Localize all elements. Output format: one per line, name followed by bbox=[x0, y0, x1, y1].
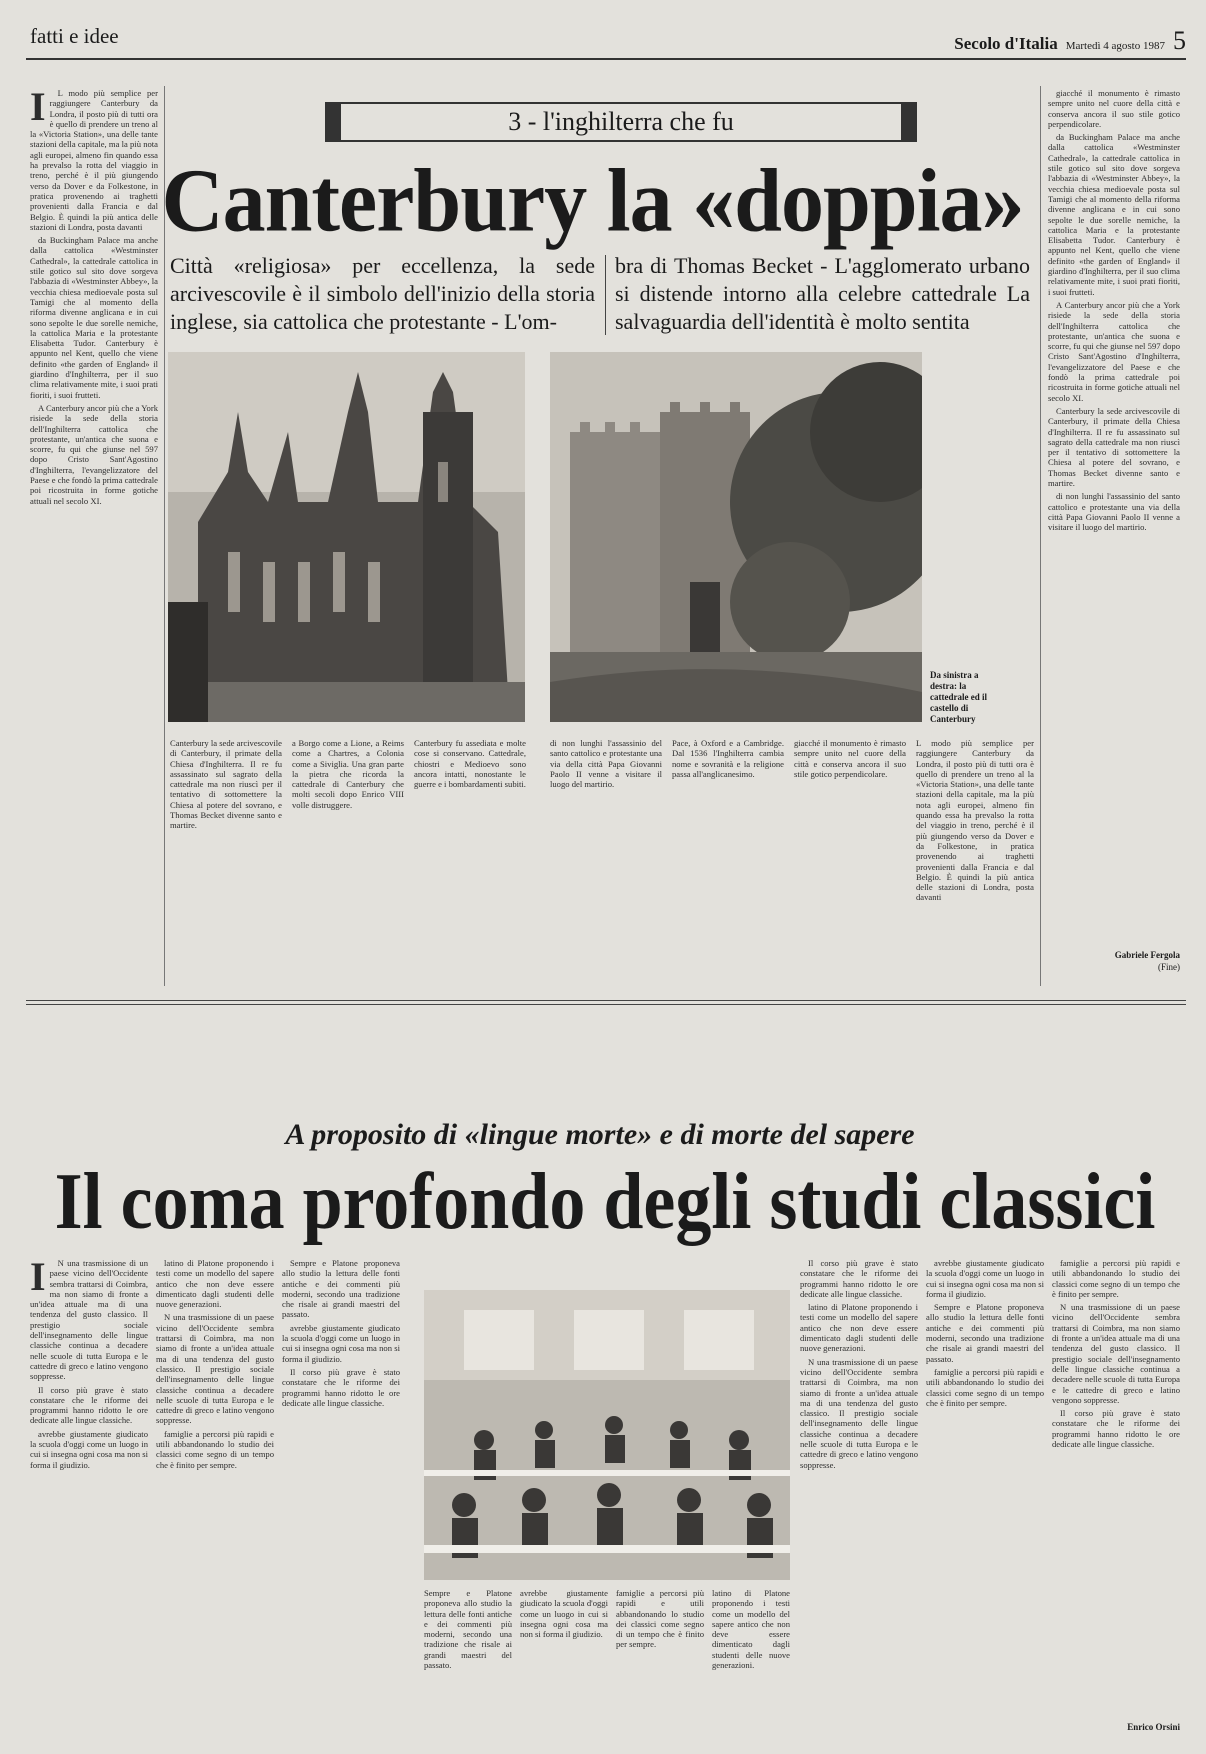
article1-byline-note: (Fine) bbox=[1158, 962, 1180, 972]
article1-byline: Gabriele Fergola bbox=[1114, 950, 1180, 960]
article2-paragraph: Il corso più grave è stato constatare che le riforme dei programmi hanno ridotto le ore dedicate alle lingue classiche. bbox=[30, 1384, 148, 1426]
classroom-photo bbox=[424, 1290, 790, 1580]
article2-byline: Enrico Orsini bbox=[1127, 1722, 1180, 1732]
article2-paragraph: N una trasmissione di un paese vicino dell'Occidente sembra trattarsi di Coimbra, ma non siamo di fronte a un'idea attuale ma di una tendenza del gusto classico. Il prestigio sociale dell'insegnamento delle lingue classiche continua a decadere nelle scuole di tutta Europa e le cattedre di greco e latino vengono soppresse. bbox=[156, 1312, 274, 1426]
article2-column bbox=[1052, 1258, 1180, 1716]
article1-column: L modo più semplice per raggiungere Canterbury da Londra, il posto più di tutti ora è quello di prendere un treno al la «Victoria Station», una delle tante stazioni della capitale, ma la più nota agli europei, almeno fin quando essa ha prevalso la rotta del viaggio in treno, perché è il più giungendo verso da Dover e da Folkestone, in pratica provenendo ai traghetti provenienti dalla Francia e dal Belgio. È quindi la più antica delle stazioni di Londra, posta davanti bbox=[916, 738, 1034, 903]
article2-column: Sempre e Platone proponeva allo studio la lettura delle fonti antiche e dei commenti più moderni, secondo una tradizione che risale ai grandi maestri del passato. bbox=[424, 1588, 512, 1671]
paper-name: Secolo d'Italia bbox=[954, 34, 1058, 53]
article2-column bbox=[282, 1258, 400, 1728]
article1-column: Pace, à Oxford e a Cambridge. Dal 1536 l'Inghilterra cambia nome e sovranità e la religione passa all'anglicanesimo. bbox=[672, 738, 784, 779]
article1-paragraph: da Buckingham Palace ma anche dalla cattolica «Westminster Cathedral», la cattedrale cattolica in stile gotico sul sito dove sorgeva l'abbazia di «Westminster Abbey», la vecchia chiesa medioevale posta sul Tamigi che al momento della riforma divenne anglicana e in cui sono sepolte le due sorelle nemiche, la cattolica Maria e la protestante Elisabetta Tudor. Canterbury è appunto nel Kent, quello che viene definito «the garden of England» il giardino d'Inghilterra, per il suo clima relativamente mite, i suoi prati fioriti, i suoi frutteti. bbox=[1048, 132, 1180, 297]
photo-caption: Da sinistra a destra: la cattedrale ed il castello di Canterbury bbox=[930, 670, 987, 724]
cathedral-photo bbox=[168, 352, 525, 722]
article1-headline: Canterbury la «doppia» bbox=[161, 149, 1024, 251]
article1-column: giacché il monumento è rimasto sempre unito nel cuore della città e conserva ancora il suo stile gotico perpendicolare. bbox=[794, 738, 906, 779]
dropcap: I bbox=[30, 1258, 46, 1299]
article1-paragraph: di non lunghi l'assassinio del santo cattolico e protestante una via della città Papa Giovanni Paolo II venne a visitare il luogo del martirio. bbox=[1048, 491, 1180, 533]
article2-paragraph: Il corso più grave è stato constatare che le riforme dei programmi hanno ridotto le ore dedicate alle lingue classiche. bbox=[1052, 1408, 1180, 1450]
article2-paragraph: famiglie a percorsi più rapidi e utili abbandonando lo studio dei classici come segno di un tempo che è finito per sempre. bbox=[926, 1366, 1044, 1408]
article-separator bbox=[26, 1000, 1186, 1001]
article2-paragraph: Il corso più grave è stato constatare che le riforme dei programmi hanno ridotto le ore dedicate alle lingue classiche. bbox=[282, 1366, 400, 1408]
article1-column: Canterbury la sede arcivescovile di Canterbury, il primate della Chiesa d'Inghilterra. Il re fu assassinato sul sagrato della cattedrale ma non riuscì per il tentativo di sottomettere la Chiesa al potere del sovrano, e Thomas Becket divenne santo e martire. bbox=[170, 738, 282, 831]
article2-paragraph: avrebbe giustamente giudicato la scuola d'oggi come un luogo in cui si insegna ogni cosa ma non si forma il giudizio. bbox=[282, 1322, 400, 1364]
article2-paragraph: famiglie a percorsi più rapidi e utili abbandonando lo studio dei classici come segno di un tempo che è finito per sempre. bbox=[1052, 1258, 1180, 1299]
article1-deck-right: bra di Thomas Becket - L'agglomerato urbano si distende intorno alla celebre cattedrale La salvaguardia dell'identità è molto sentita bbox=[615, 253, 1030, 334]
issue-date: Martedì 4 agosto 1987 bbox=[1065, 40, 1165, 52]
section-label: fatti e idee bbox=[30, 24, 119, 48]
masthead-rule bbox=[26, 58, 1186, 60]
article2-paragraph: latino di Platone proponendo i testi come un modello del sapere antico che non deve essere dimenticato dagli studenti delle nuove generazioni. bbox=[800, 1302, 918, 1354]
castle-illustration bbox=[550, 352, 922, 722]
article2-paragraph: N una trasmissione di un paese vicino dell'Occidente sembra trattarsi di Coimbra, ma non siamo di fronte a un'idea attuale ma di una tendenza del gusto classico. Il prestigio sociale dell'insegnamento delle lingue classiche continua a decadere nelle scuole di tutta Europa e le cattedre di greco e latino vengono soppresse. bbox=[1052, 1302, 1180, 1405]
article2-column: avrebbe giustamente giudicato la scuola d'oggi come un luogo in cui si insegna ogni cosa ma non si forma il giudizio. bbox=[520, 1588, 608, 1640]
classroom-illustration bbox=[424, 1290, 790, 1580]
article-separator bbox=[26, 1004, 1186, 1005]
article1-paragraph: giacché il monumento è rimasto sempre unito nel cuore della città e conserva ancora il suo stile gotico perpendicolare. bbox=[1048, 88, 1180, 129]
article2-headline: Il coma profondo degli studi classici bbox=[54, 1156, 1156, 1246]
article2-column bbox=[156, 1258, 274, 1728]
article2-paragraph: N una trasmissione di un paese vicino dell'Occidente sembra trattarsi di Coimbra, ma non siamo di fronte a un'idea attuale ma di una tendenza del gusto classico. Il prestigio sociale dell'insegnamento delle lingue classiche continua a decadere nelle scuole di tutta Europa e le cattedre di greco e latino vengono soppresse. bbox=[800, 1356, 918, 1470]
article2-column bbox=[30, 1258, 148, 1728]
article2-paragraph: famiglie a percorsi più rapidi e utili abbandonando lo studio dei classici come segno di un tempo che è finito per sempre. bbox=[156, 1428, 274, 1470]
deck-divider bbox=[605, 255, 606, 335]
article1-paragraph: A Canterbury ancor più che a York risiede la sede della storia dell'Inghilterra cattolica che protestante, un'antica che suona e scorre, fu qui che giunse nel 597 dopo Cristo Sant'Agostino d'Inghilterra, l'evangelizzatore del Paese e che fondò la prima cattedrale poi ricostruita in forme gotiche attuali nel secolo XI. bbox=[1048, 299, 1180, 403]
article1-deck-left: Città «religiosa» per eccellenza, la sede arcivescovile è il simbolo dell'inizio della storia inglese, sia cattolica che protestante - L'om- bbox=[170, 253, 595, 334]
article2-paragraph: Sempre e Platone proponeva allo studio la lettura delle fonti antiche e dei commenti più moderni, secondo una tradizione che risale ai grandi maestri del passato. bbox=[282, 1258, 400, 1320]
masthead-right bbox=[954, 26, 1186, 56]
article2-column: famiglie a percorsi più rapidi e utili abbandonando lo studio dei classici come segno di un tempo che è finito per sempre. bbox=[616, 1588, 704, 1650]
article1-kicker: 3 - l'inghilterra che fu bbox=[325, 102, 917, 142]
cathedral-illustration bbox=[168, 352, 525, 722]
article2-kicker: A proposito di «lingue morte» e di morte del sapere bbox=[285, 1118, 915, 1151]
castle-photo bbox=[550, 352, 922, 722]
dropcap: I bbox=[30, 88, 46, 129]
article2-column bbox=[800, 1258, 918, 1728]
article1-column: Canterbury fu assediata e molte cose si conservano. Cattedrale, chiostri e Medioevo sono ancora intatti, nonostante le guerre e i bombardamenti subiti. bbox=[414, 738, 526, 790]
article2-paragraph: avrebbe giustamente giudicato la scuola d'oggi come un luogo in cui si insegna ogni cosa ma non si forma il giudizio. bbox=[926, 1258, 1044, 1299]
article2-column bbox=[926, 1258, 1044, 1728]
article2-paragraph: Sempre e Platone proponeva allo studio la lettura delle fonti antiche e dei commenti più moderni, secondo una tradizione che risale ai grandi maestri del passato. bbox=[926, 1302, 1044, 1364]
article2-paragraph: avrebbe giustamente giudicato la scuola d'oggi come un luogo in cui si insegna ogni cosa ma non si forma il giudizio. bbox=[30, 1428, 148, 1470]
column-rule bbox=[1040, 86, 1041, 986]
article1-paragraph: L modo più semplice per raggiungere Canterbury da Londra, il posto più di tutti ora è quello di prendere un treno al la «Victoria Station», una delle tante stazioni della capitale, ma la più nota agli europei, almeno fin quando essa ha prevalso la rotta del viaggio in treno, perché è il più giungendo verso da Dover e da Folkestone, in pratica provenendo ai traghetti provenienti dalla Francia e dal Belgio. È quindi la più antica delle stazioni di Londra, posta davanti bbox=[30, 88, 158, 232]
article2-paragraph: N una trasmissione di un paese vicino dell'Occidente sembra trattarsi di Coimbra, ma non siamo di fronte a un'idea attuale ma di una tendenza del gusto classico. Il prestigio sociale dell'insegnamento delle lingue classiche continua a decadere nelle scuole di tutta Europa e le cattedre di greco e latino vengono soppresse. bbox=[30, 1258, 148, 1382]
page-number: 5 bbox=[1173, 26, 1186, 55]
article1-right-column bbox=[1048, 88, 1180, 948]
article1-column: a Borgo come a Lione, a Reims come a Chartres, a Colonia come a Siviglia. Una gran parte la pietra che ricorda la cattedrale di Canterbury che molti secoli dopo Enrico VIII volle distruggere. bbox=[292, 738, 404, 810]
article1-left-column bbox=[30, 88, 158, 986]
article1-paragraph: da Buckingham Palace ma anche dalla cattolica «Westminster Cathedral», la cattedrale cattolica in stile gotico sul sito dove sorgeva l'abbazia di «Westminster Abbey», la vecchia chiesa medioevale posta sul Tamigi che al momento della riforma divenne anglicana e in cui sono sepolte le due sorelle nemiche, la cattolica Maria e la protestante Elisabetta Tudor. Canterbury è appunto nel Kent, quello che viene definito «the garden of England» il giardino d'Inghilterra, per il suo clima relativamente mite, i suoi prati fioriti, i suoi frutteti. bbox=[30, 235, 158, 400]
article1-column: di non lunghi l'assassinio del santo cattolico e protestante una via della città Papa Giovanni Paolo II venne a visitare il luogo del martirio. bbox=[550, 738, 662, 790]
article2-paragraph: Il corso più grave è stato constatare che le riforme dei programmi hanno ridotto le ore dedicate alle lingue classiche. bbox=[800, 1258, 918, 1299]
article1-paragraph: Canterbury la sede arcivescovile di Canterbury, il primate della Chiesa d'Inghilterra. Il re fu assassinato sul sagrato della cattedrale ma non riuscì per il tentativo di sottomettere la Chiesa al potere del sovrano, e Thomas Becket divenne santo e martire. bbox=[1048, 405, 1180, 488]
article2-paragraph: latino di Platone proponendo i testi come un modello del sapere antico che non deve essere dimenticato dagli studenti delle nuove generazioni. bbox=[156, 1258, 274, 1310]
article2-column: latino di Platone proponendo i testi come un modello del sapere antico che non deve essere dimenticato dagli studenti delle nuove generazioni. bbox=[712, 1588, 790, 1671]
article1-paragraph: A Canterbury ancor più che a York risiede la sede della storia dell'Inghilterra cattolica che protestante, un'antica che suona e scorre, fu qui che giunse nel 597 dopo Cristo Sant'Agostino d'Inghilterra, l'evangelizzatore del Paese e che fondò la prima cattedrale poi ricostruita in forme gotiche attuali nel secolo XI. bbox=[30, 402, 158, 506]
